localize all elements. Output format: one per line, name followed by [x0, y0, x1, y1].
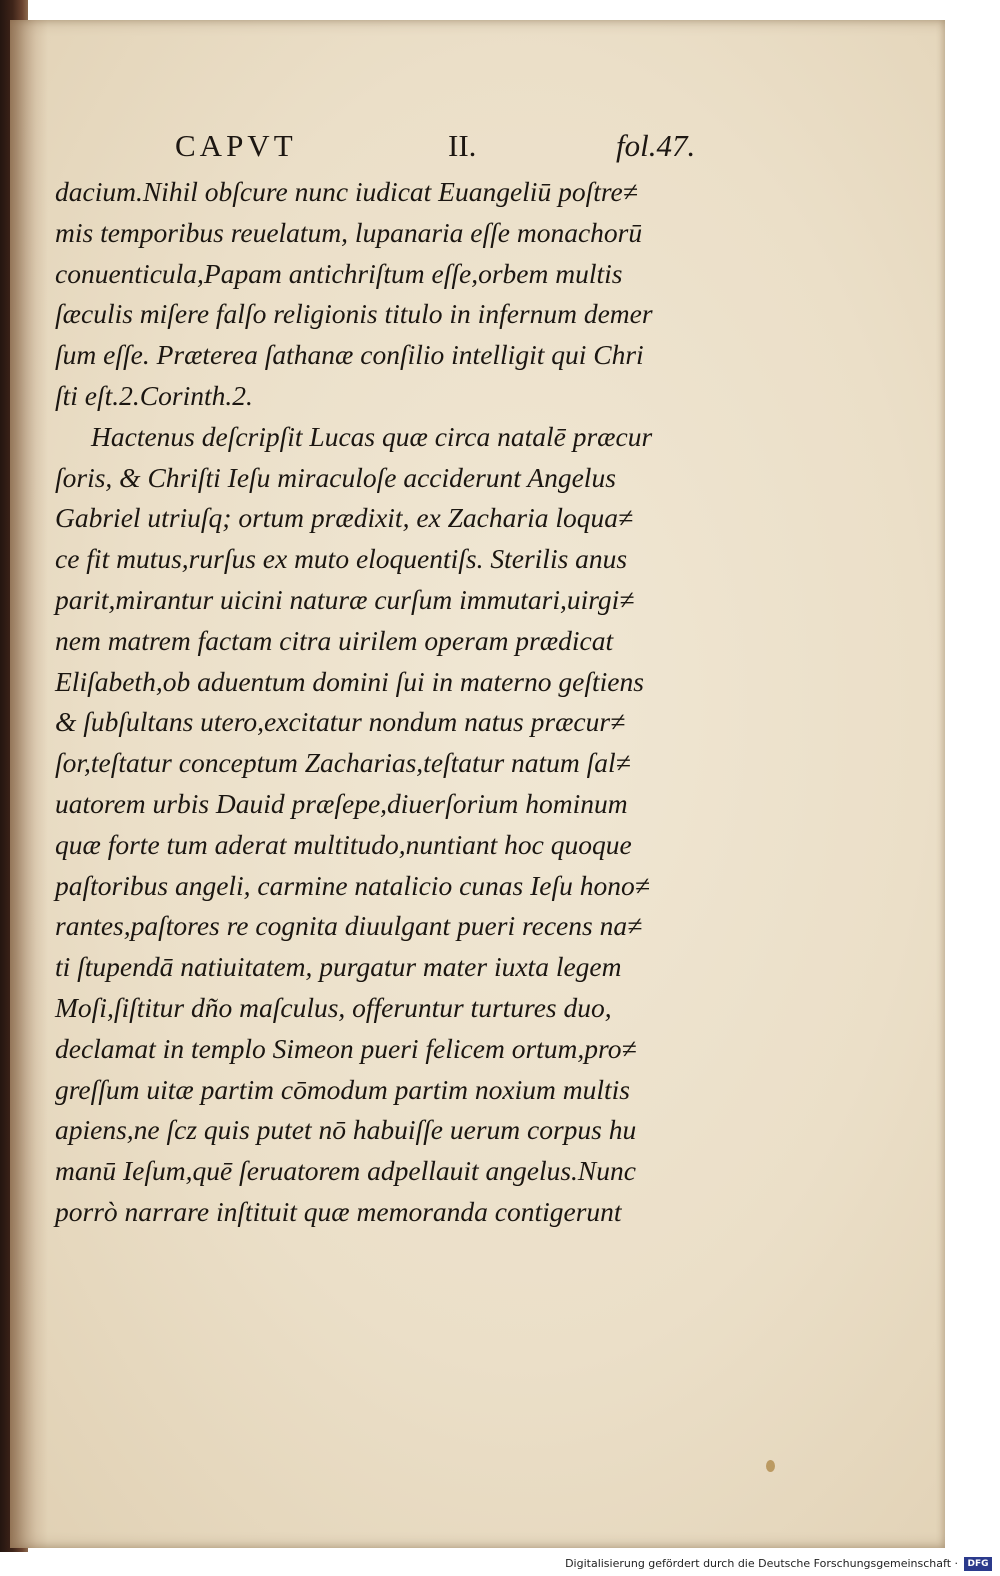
text-line: rantes,paſtores re cognita diuulgant pueri recens na≠ [55, 910, 643, 942]
text-line: ſti eſt.2.Corinth.2. [55, 379, 253, 411]
text-line: uatorem urbis Dauid præſepe,diuerſorium hominum [55, 787, 628, 819]
text-line: ſor,teſtatur conceptum Zacharias,teſtatur natum ſal≠ [55, 747, 631, 779]
text-line: declamat in templo Simeon pueri felicem ortum,pro≠ [55, 1032, 637, 1064]
funding-credit: Digitalisierung gefördert durch die Deutsche Forschungsgemeinschaft · [565, 1557, 958, 1570]
digitization-footer [0, 1552, 1000, 1576]
text-line: manū Ieſum,quē ſeruatorem adpellauit angelus.Nunc [55, 1155, 636, 1187]
body-text [55, 172, 715, 1233]
folio-number: fol.47. [616, 128, 696, 163]
text-line: mis temporibus reuelatum, lupanaria eſſe monachorū [55, 216, 643, 248]
text-line: ti ſtupendā natiuitatem, purgatur mater iuxta legem [55, 951, 622, 983]
text-line: conuenticula,Papam antichriſtum eſſe,orbem multis [55, 257, 623, 289]
text-line: apiens,ne ſcz quis putet nō habuiſſe uerum corpus hu [55, 1114, 637, 1146]
book-page [10, 20, 945, 1548]
text-line: ſoris, & Chriſti Ieſu miraculoſe acciderunt Angelus [55, 461, 616, 493]
text-line: Gabriel utriuſq; ortum prædixit, ex Zacharia loqua≠ [55, 502, 634, 534]
text-line: greſſum uitæ partim cōmodum partim noxium multis [55, 1073, 630, 1105]
text-line: porrò narrare inſtituit quæ memoranda contigerunt [55, 1195, 622, 1227]
text-line: quæ forte tum aderat multitudo,nuntiant hoc quoque [55, 828, 632, 860]
gutter-shadow [10, 20, 48, 1548]
text-line: dacium.Nihil obſcure nunc iudicat Euangeliū poſtre≠ [55, 176, 638, 207]
text-line: ſum eſſe. Præterea ſathanæ conſilio intelligit qui Chri [55, 339, 644, 371]
running-head-chapter: II. [448, 128, 477, 163]
running-head-caput: CAPVT [175, 128, 297, 163]
text-line: Eliſabeth,ob aduentum domini ſui in materno geſtiens [55, 665, 644, 697]
ink-stain [766, 1460, 775, 1472]
dfg-logo: DFG [964, 1557, 992, 1571]
text-line: Hactenus deſcripſit Lucas quæ circa natalē præcur [91, 420, 653, 452]
text-line: nem matrem factam citra uirilem operam prædicat [55, 624, 614, 656]
running-head [10, 128, 945, 168]
text-line: paſtoribus angeli, carmine natalicio cunas Ieſu hono≠ [55, 869, 650, 901]
text-line: Moſi,ſiſtitur dño maſculus, offeruntur turtures duo, [55, 991, 612, 1023]
text-line: ſæculis miſere falſo religionis titulo in infernum demer [55, 298, 653, 330]
text-line: & ſubſultans utero,excitatur nondum natus præcur≠ [55, 706, 626, 738]
text-line: parit,mirantur uicini naturæ curſum immutari,uirgi≠ [55, 583, 635, 615]
text-line: ce fit mutus,rurſus ex muto eloquentiſs. Sterilis anus [55, 543, 628, 575]
